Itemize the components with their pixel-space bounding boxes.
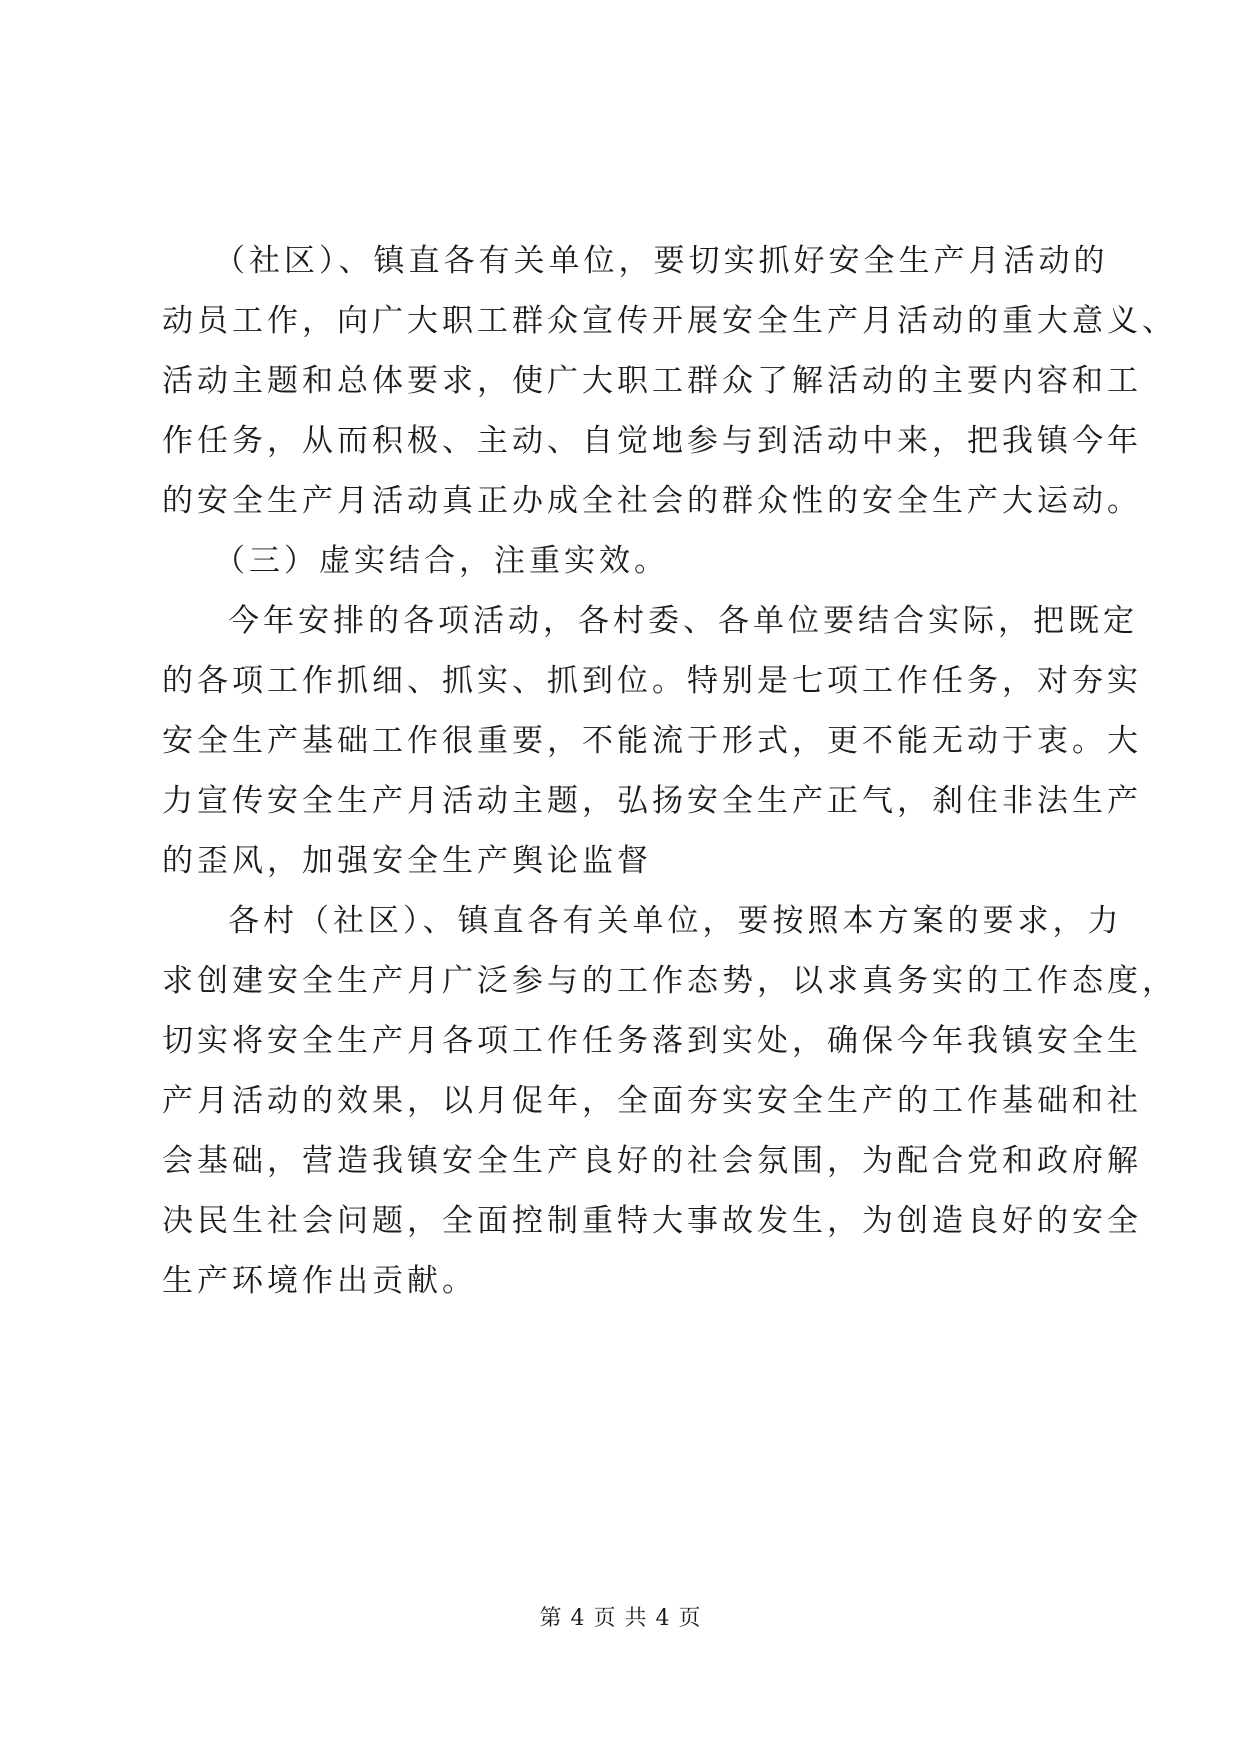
text-line: 活动主题和总体要求，使广大职工群众了解活动的主要内容和工	[162, 363, 1142, 399]
text-line: 会基础，营造我镇安全生产良好的社会氛围，为配合党和政府解	[162, 1143, 1142, 1179]
text-line: 切实将安全生产月各项工作任务落到实处，确保今年我镇安全生	[162, 1023, 1142, 1059]
text-line: 求创建安全生产月广泛参与的工作态势，以求真务实的工作态度，	[162, 963, 1177, 999]
text-line: 力宣传安全生产月活动主题，弘扬安全生产正气，刹住非法生产	[162, 783, 1142, 819]
text-line: 作任务，从而积极、主动、自觉地参与到活动中来，把我镇今年	[162, 423, 1142, 459]
text-line: （社区）、镇直各有关单位，要切实抓好安全生产月活动的	[214, 243, 1109, 279]
text-line: 各村（社区）、镇直各有关单位，要按照本方案的要求，力	[228, 903, 1123, 939]
text-line: 的各项工作抓细、抓实、抓到位。特别是七项工作任务，对夯实	[162, 663, 1142, 699]
text-line: 今年安排的各项活动，各村委、各单位要结合实际，把既定	[228, 603, 1138, 639]
text-line: 决民生社会问题，全面控制重特大事故发生，为创造良好的安全	[162, 1203, 1142, 1239]
page-number-footer: 第 4 页 共 4 页	[539, 1606, 702, 1631]
text-line: 的歪风，加强安全生产舆论监督	[162, 843, 652, 879]
text-line: 安全生产基础工作很重要，不能流于形式，更不能无动于衷。大	[162, 723, 1142, 759]
text-line: 动员工作，向广大职工群众宣传开展安全生产月活动的重大意义、	[162, 303, 1177, 339]
text-line: 产月活动的效果，以月促年，全面夯实安全生产的工作基础和社	[162, 1083, 1142, 1119]
text-line: 生产环境作出贡献。	[162, 1263, 477, 1299]
section-heading: （三）虚实结合，注重实效。	[214, 543, 669, 579]
text-line: 的安全生产月活动真正办成全社会的群众性的安全生产大运动。	[162, 483, 1142, 519]
